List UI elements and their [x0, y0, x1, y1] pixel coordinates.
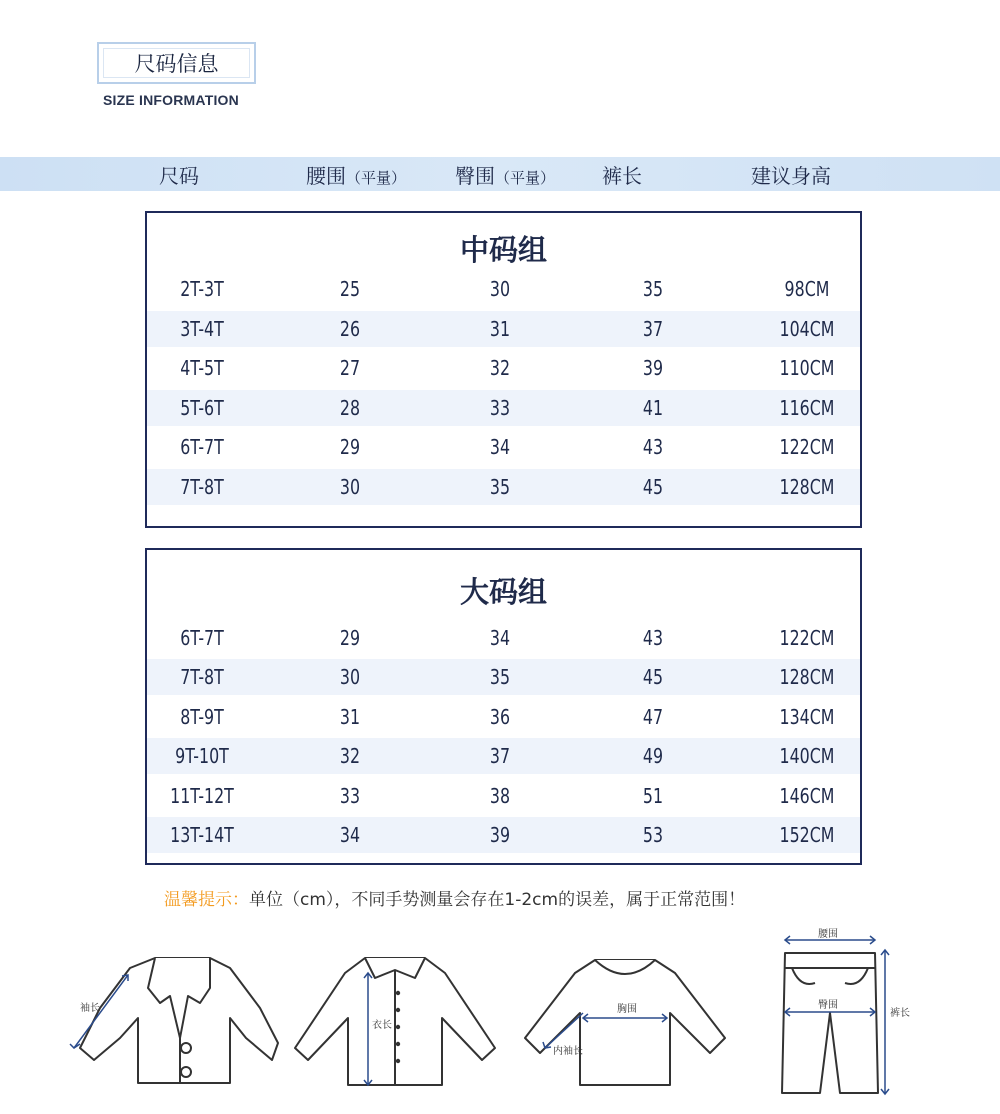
table-row [147, 271, 860, 307]
table-row [147, 817, 860, 853]
size-table-large [145, 548, 862, 865]
cell-length: 43 [642, 626, 664, 650]
cell-size: 4T-5T [180, 356, 224, 381]
tip-text: 单位（cm），不同手势测量会存在1-2cm的误差，属于正常范围！ [249, 890, 746, 910]
label-inner-sleeve: 内袖长 [553, 1046, 583, 1057]
cell-length: 43 [642, 435, 664, 460]
cell-hip: 34 [489, 626, 511, 650]
cell-hip: 33 [489, 395, 511, 420]
label-hip: 臀围 [818, 1000, 838, 1011]
header-size: 尺码 [159, 164, 199, 188]
table-row [147, 429, 860, 465]
cell-height: 122CM [779, 435, 835, 460]
cell-length: 41 [642, 395, 664, 420]
cell-waist: 29 [339, 435, 361, 460]
header-height: 建议身高 [751, 164, 831, 188]
cell-length: 45 [642, 665, 664, 690]
shirt-icon [290, 948, 500, 1093]
cell-height: 140CM [779, 744, 835, 769]
table-row [147, 311, 860, 347]
tip-note [164, 885, 745, 910]
group-title: 大码组 [459, 575, 547, 609]
cell-size: 8T-9T [180, 704, 224, 729]
cell-hip: 37 [489, 744, 511, 769]
cell-waist: 32 [339, 744, 361, 769]
header-length: 裤长 [602, 164, 642, 188]
title-box [97, 42, 256, 84]
cell-hip: 39 [489, 823, 511, 847]
cell-size: 6T-7T [180, 626, 224, 650]
cell-length: 45 [642, 475, 664, 499]
table-row [147, 738, 860, 774]
cell-hip: 35 [489, 475, 511, 499]
size-table-medium [145, 211, 862, 528]
cell-waist: 27 [339, 356, 361, 381]
table-row [147, 390, 860, 426]
cell-hip: 30 [489, 277, 511, 301]
table-row [147, 699, 860, 735]
cell-size: 7T-8T [180, 665, 224, 690]
cell-waist: 29 [339, 626, 361, 650]
cell-height: 98CM [784, 277, 830, 301]
cell-size: 6T-7T [180, 435, 224, 460]
jacket-diagram [60, 948, 290, 1093]
cell-hip: 36 [489, 704, 511, 729]
cell-length: 49 [642, 744, 664, 769]
cell-waist: 33 [339, 783, 361, 808]
cell-length: 51 [642, 783, 664, 808]
label-garment-length: 衣长 [372, 1020, 392, 1031]
table-row [147, 469, 860, 505]
cell-hip: 38 [489, 783, 511, 808]
tshirt-icon [515, 948, 735, 1093]
group-title: 中码组 [459, 233, 547, 267]
cell-size: 11T-12T [170, 783, 234, 808]
cell-hip: 31 [489, 316, 511, 341]
cell-height: 128CM [779, 665, 835, 690]
cell-size: 3T-4T [180, 316, 224, 341]
cell-height: 146CM [779, 783, 835, 808]
cell-size: 7T-8T [180, 475, 224, 499]
cell-height: 152CM [779, 823, 835, 847]
cell-size: 13T-14T [170, 823, 234, 847]
tip-label: 温馨提示： [164, 890, 249, 910]
table-row [147, 350, 860, 386]
header-waist-label: 腰围 [306, 164, 346, 188]
cell-length: 39 [642, 356, 664, 381]
label-pants-length: 裤长 [890, 1008, 910, 1019]
cell-height: 122CM [779, 626, 835, 650]
cell-waist: 28 [339, 395, 361, 420]
header-hip-sub: （平量） [495, 169, 556, 187]
cell-hip: 32 [489, 356, 511, 381]
tshirt-diagram [515, 948, 735, 1093]
cell-waist: 30 [339, 475, 361, 499]
header-waist [306, 160, 406, 189]
table-row [147, 620, 860, 656]
header-waist-sub: （平量） [346, 169, 407, 187]
page-subtitle: SIZE INFORMATION [103, 92, 239, 108]
pants-diagram [770, 928, 920, 1103]
cell-height: 128CM [779, 475, 835, 499]
cell-waist: 26 [339, 316, 361, 341]
cell-size: 9T-10T [175, 744, 229, 769]
cell-height: 134CM [779, 704, 835, 729]
cell-size: 5T-6T [180, 395, 224, 420]
column-header-band [0, 157, 1000, 191]
pants-icon [770, 928, 920, 1103]
cell-waist: 34 [339, 823, 361, 847]
cell-waist: 31 [339, 704, 361, 729]
cell-length: 47 [642, 704, 664, 729]
cell-length: 35 [642, 277, 664, 301]
cell-hip: 35 [489, 665, 511, 690]
table-row [147, 778, 860, 814]
header-hip [455, 160, 555, 189]
cell-hip: 34 [489, 435, 511, 460]
cell-size: 2T-3T [180, 277, 224, 301]
label-sleeve: 袖长 [80, 1003, 100, 1014]
cell-height: 104CM [779, 316, 835, 341]
jacket-icon [60, 948, 290, 1093]
cell-waist: 25 [339, 277, 361, 301]
table-row [147, 659, 860, 695]
page-title: 尺码信息 [134, 52, 219, 76]
cell-length: 53 [642, 823, 664, 847]
label-chest: 胸围 [617, 1004, 637, 1015]
label-waist: 腰围 [818, 929, 838, 940]
cell-height: 110CM [779, 356, 835, 381]
cell-waist: 30 [339, 665, 361, 690]
header-hip-label: 臀围 [455, 164, 495, 188]
cell-height: 116CM [779, 395, 835, 420]
shirt-diagram [290, 948, 500, 1093]
cell-length: 37 [642, 316, 664, 341]
